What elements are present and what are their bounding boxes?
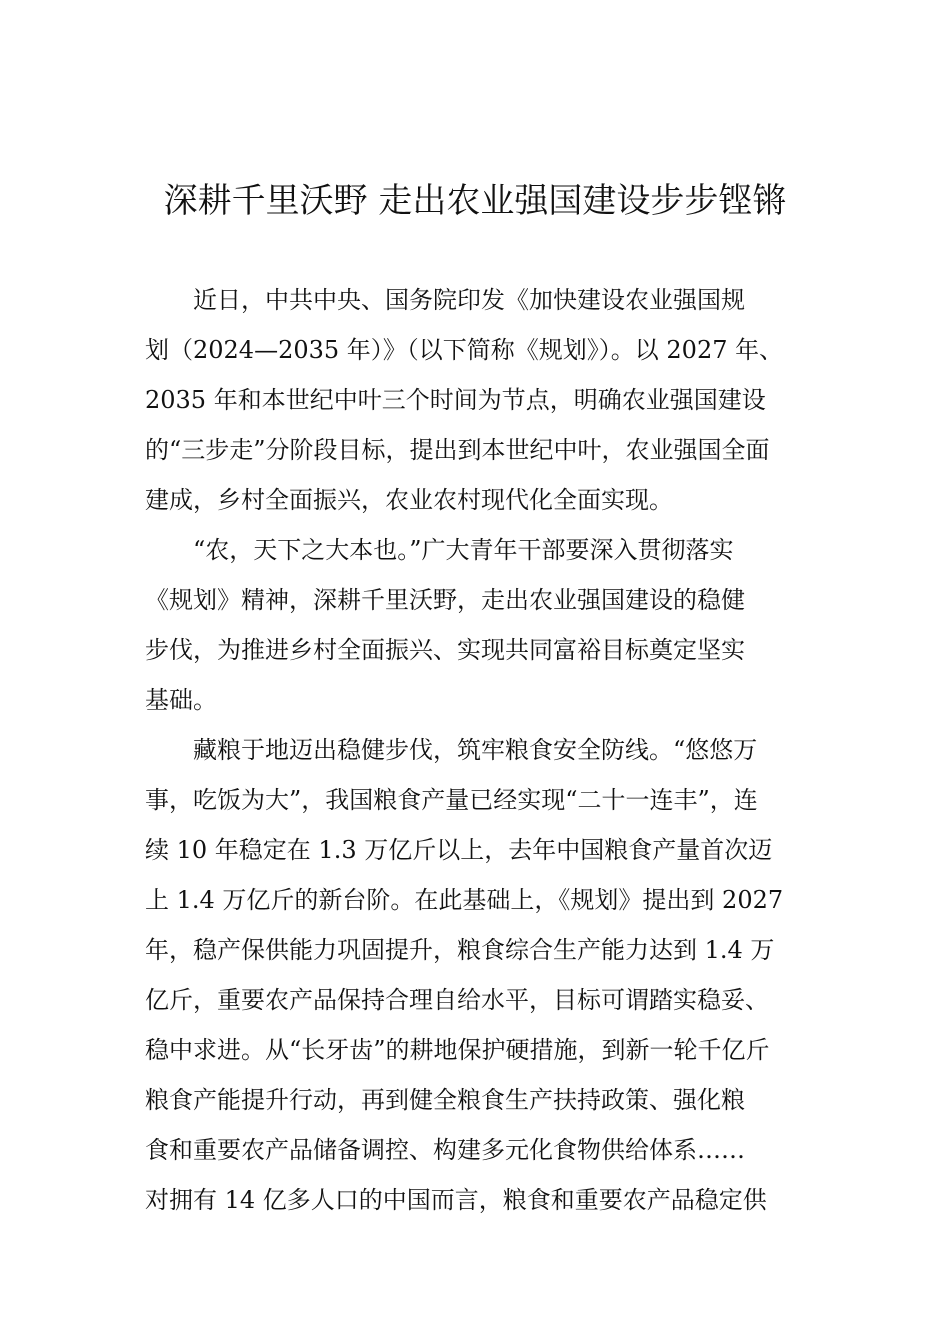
paragraph-line: 《规划》精神，深耕千里沃野，走出农业强国建设的稳健 <box>145 586 745 614</box>
paragraph-line: 2035 年和本世纪中叶三个时间为节点，明确农业强国建设 <box>145 386 766 414</box>
paragraph-line: 步伐，为推进乡村全面振兴、实现共同富裕目标奠定坚实 <box>145 636 745 664</box>
paragraph-line: 上 1.4 万亿斤的新台阶。在此基础上，《规划》提出到 2027 <box>145 886 784 914</box>
paragraph-line: 续 10 年稳定在 1.3 万亿斤以上，去年中国粮食产量首次迈 <box>145 836 773 864</box>
paragraph-line: 年，稳产保供能力巩固提升，粮食综合生产能力达到 1.4 万 <box>145 936 775 964</box>
paragraph-first-line: 藏粮于地迈出稳健步伐，筑牢粮食安全防线。“悠悠万 <box>193 736 758 764</box>
paragraph-line: 粮食产能提升行动，再到健全粮食生产扶持政策、强化粮 <box>145 1086 745 1114</box>
paragraph-line: 划（2024—2035 年）》（以下简称《规划》）。以 2027 年、 <box>145 336 784 364</box>
article-body <box>145 275 815 1225</box>
article-title: 深耕千里沃野 走出农业强国建设步步铿锵 <box>163 181 787 221</box>
paragraph-line: 亿斤，重要农产品保持合理自给水平，目标可谓踏实稳妥、 <box>145 986 769 1014</box>
paragraph-line: 稳中求进。从“长牙齿”的耕地保护硬措施，到新一轮千亿斤 <box>145 1036 770 1064</box>
paragraph-line: 基础。 <box>145 686 217 714</box>
paragraph-line: 对拥有 14 亿多人口的中国而言，粮食和重要农产品稳定供 <box>145 1186 767 1214</box>
paragraph-line: 的“三步走”分阶段目标，提出到本世纪中叶，农业强国全面 <box>145 436 770 464</box>
paragraph-first-line: “农，天下之大本也。”广大青年干部要深入贯彻落实 <box>193 536 734 564</box>
paragraph-line: 食和重要农产品储备调控、构建多元化食物供给体系…… <box>145 1136 745 1164</box>
paragraph-line: 事，吃饭为大”，我国粮食产量已经实现“二十一连丰”，连 <box>145 786 758 814</box>
paragraph-line: 建成，乡村全面振兴，农业农村现代化全面实现。 <box>145 486 673 514</box>
paragraph-first-line: 近日，中共中央、国务院印发《加快建设农业强国规 <box>193 286 745 314</box>
